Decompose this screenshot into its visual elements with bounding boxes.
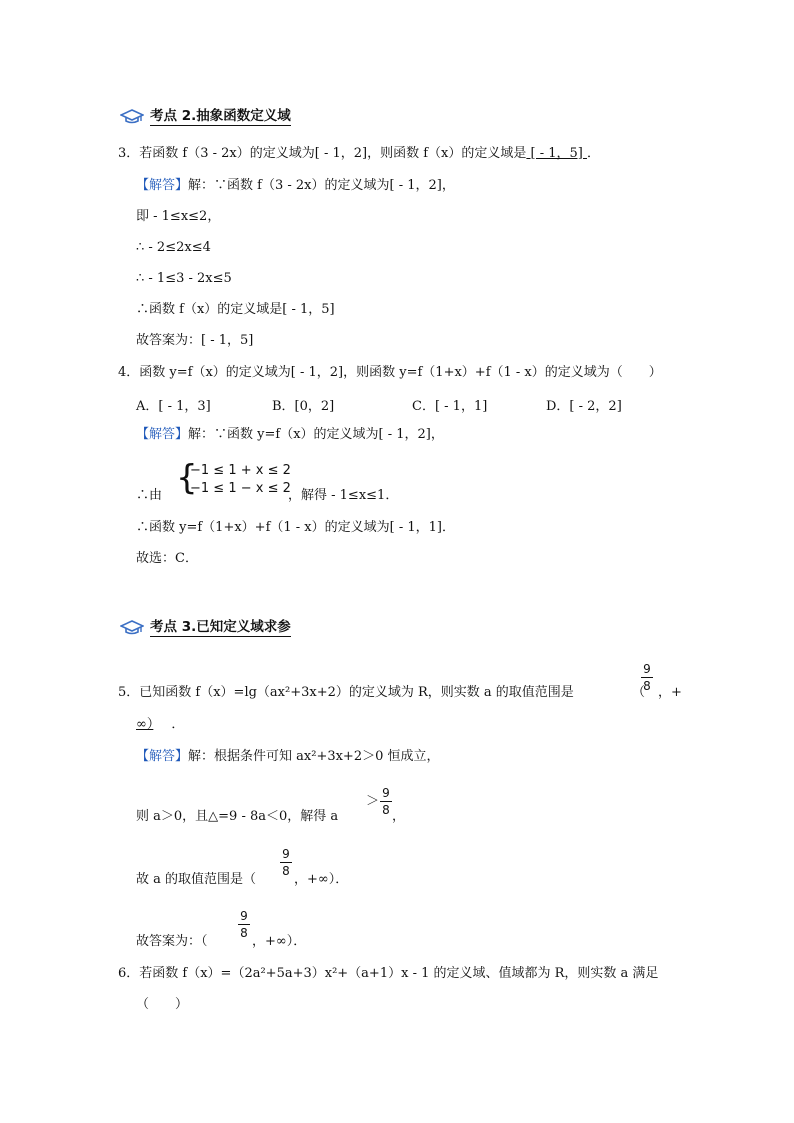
- comma: ，: [392, 809, 406, 824]
- solution-tag: 【解答】: [136, 427, 189, 442]
- system-equation-1: −1 ≤ 1 + x ≤ 2: [190, 463, 291, 478]
- left-brace: {: [176, 458, 198, 498]
- system-prefix: ∴由: [136, 488, 163, 503]
- section-heading-3: [120, 619, 380, 639]
- option-a: A．[ - 1，3]: [136, 399, 211, 414]
- fraction-9-8: 9 8: [238, 909, 250, 940]
- option-c: C．[ - 1，1]: [412, 399, 488, 414]
- solution-line: 故选：C．: [136, 551, 198, 566]
- solution-tag: 【解答】: [136, 749, 189, 764]
- question-3-stem: 3．若函数 f（3 - 2x）的定义域为[ - 1，2]，则函数 f（x）的定义域是 [ - 1，5] ．: [118, 146, 600, 161]
- greater-than: ＞: [366, 794, 380, 809]
- solution-line: ，+∞）．: [294, 872, 349, 887]
- question-6-stem-continuation: （ ）: [136, 997, 189, 1012]
- section-heading-2: [120, 108, 380, 128]
- option-d: D．[ - 2，2]: [546, 399, 622, 414]
- solution-line: 【解答】解：∵函数 f（3 - 2x）的定义域为[ - 1，2]，: [136, 178, 455, 193]
- solution-line: 故答案为：（: [136, 934, 208, 949]
- solution-line: ，+∞）．: [252, 934, 307, 949]
- solution-line: 【解答】解：根据条件可知 ax²+3x+2＞0 恒成立，: [136, 749, 440, 764]
- fraction-9-8: 9 8: [641, 662, 653, 693]
- fraction-9-8: 9 8: [380, 786, 392, 817]
- section-title: 考点 3.已知定义域求参: [150, 619, 291, 635]
- section-title: 考点 2.抽象函数定义域: [150, 108, 291, 124]
- solution-line: ∴函数 f（x）的定义域是[ - 1，5]: [136, 302, 335, 317]
- system-suffix: ，解得 - 1≤x≤1．: [288, 488, 399, 503]
- answer-blank: [ - 1，5]: [526, 146, 587, 161]
- system-equation-2: −1 ≤ 1 − x ≤ 2: [190, 481, 291, 496]
- solution-line: 【解答】解：∵函数 y=f（x）的定义域为[ - 1，2]，: [136, 427, 444, 442]
- solution-line: 故答案为：[ - 1，5]: [136, 333, 254, 348]
- option-b: B．[0，2]: [272, 399, 335, 414]
- solution-line: ∴ - 2≤2x≤4: [136, 240, 211, 255]
- solution-line: 则 a＞0，且△=9 - 8a＜0，解得 a: [136, 809, 339, 824]
- solution-line: ∴ - 1≤3 - 2x≤5: [136, 271, 232, 286]
- question-5-stem: 5．已知函数 f（x）=lg（ax²+3x+2）的定义域为 R，则实数 a 的取值范围是: [118, 685, 574, 700]
- answer-continuation: ∞） ．: [136, 717, 185, 732]
- solution-line: 故 a 的取值范围是（: [136, 872, 257, 887]
- graduation-cap-icon: [120, 620, 144, 641]
- solution-tag: 【解答】: [136, 178, 189, 193]
- question-6-stem: 6．若函数 f（x）=（2a²+5a+3）x²+（a+1）x - 1 的定义域、值域都为 R，则实数 a 满足: [118, 966, 659, 981]
- solution-line: 即 - 1≤x≤2，: [136, 209, 221, 224]
- question-4-stem: 4．函数 y=f（x）的定义域为[ - 1，2]，则函数 y=f（1+x）+f（1 - x）的定义域为（ ）: [118, 365, 662, 380]
- solution-line: ∴函数 y=f（1+x）+f（1 - x）的定义域为[ - 1，1]．: [136, 520, 455, 535]
- graduation-cap-icon: [120, 109, 144, 130]
- fraction-9-8: 9 8: [280, 847, 292, 878]
